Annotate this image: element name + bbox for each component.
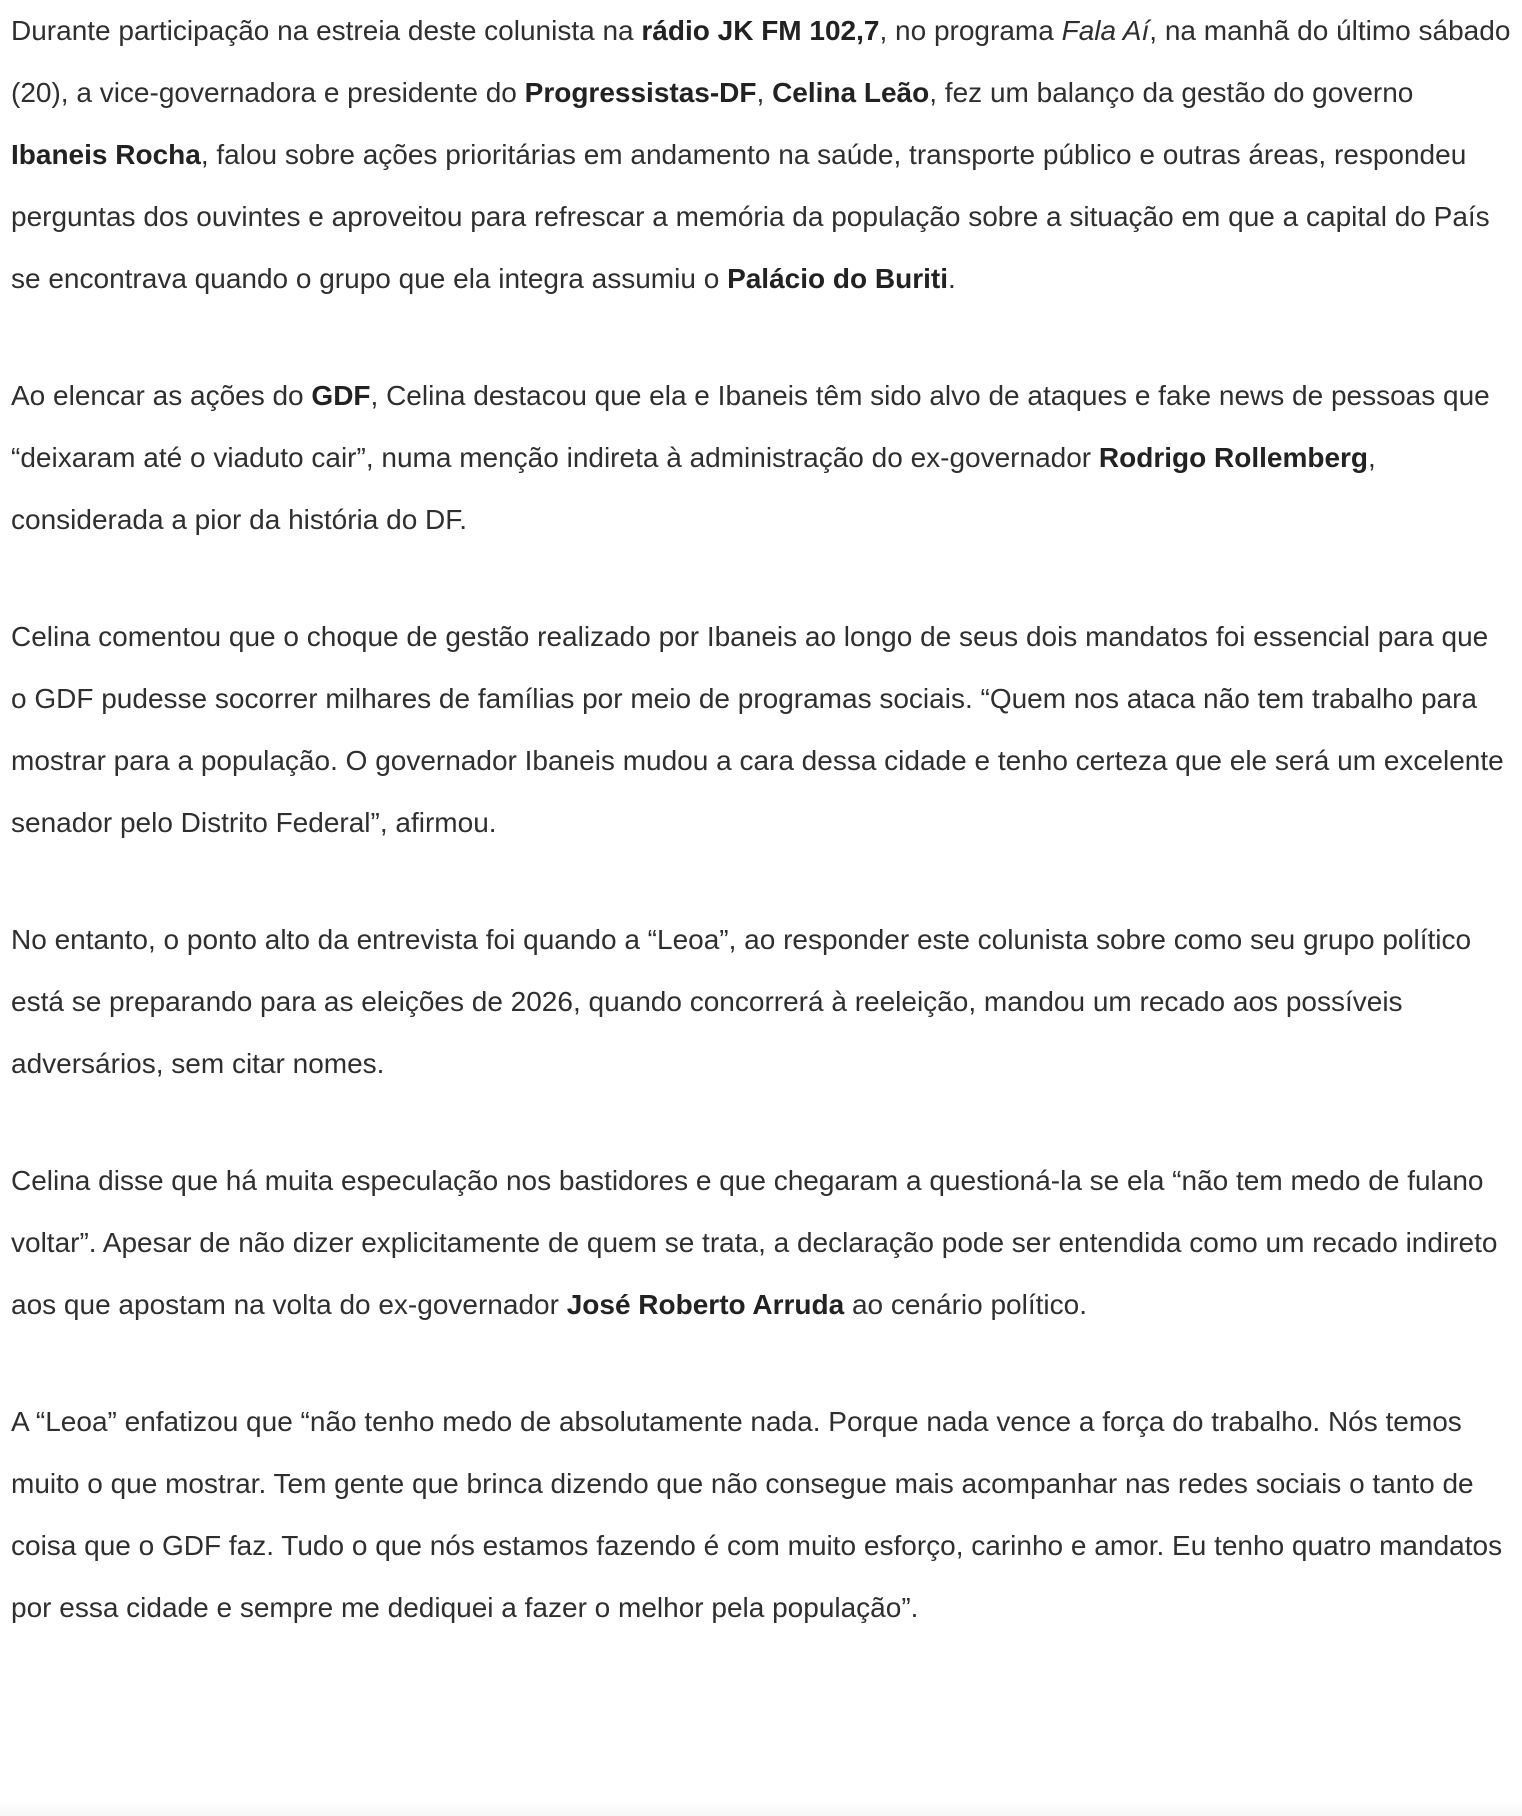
paragraph-5 xyxy=(11,1150,1511,1336)
text-span: , considerada a pior da história do DF. xyxy=(11,442,1376,535)
paragraph-6 xyxy=(11,1391,1511,1639)
text-span: Celina comentou que o choque de gestão realizado por Ibaneis ao longo de seus dois mandatos foi essencial para que o GDF pudesse socorrer milhares de famílias por meio de programas sociais. “Quem nos ataca não tem trabalho para mostrar para a população. O governador Ibaneis mudou a cara dessa cidade e tenho certeza que ele será um excelente senador pelo Distrito Federal”, afirmou. xyxy=(11,621,1504,838)
text-span: Durante participação na estreia deste colunista na xyxy=(11,15,642,46)
paragraph-4 xyxy=(11,909,1511,1095)
bold-org-name: GDF xyxy=(311,380,371,411)
text-span: A “Leoa” enfatizou que “não tenho medo de absolutamente nada. Porque nada vence a força do trabalho. Nós temos muito o que mostrar. Tem gente que brinca dizendo que não consegue mais acompanhar nas redes sociais o tanto de coisa que o GDF faz. Tudo o que nós estamos fazendo é com muito esforço, carinho e amor. Eu tenho quatro mandatos por essa cidade e sempre me dediquei a fazer o melhor pela população”. xyxy=(11,1406,1503,1623)
text-span: . xyxy=(948,263,956,294)
bold-party-name: Progressistas-DF xyxy=(524,77,757,108)
text-span: , falou sobre ações prioritárias em andamento na saúde, transporte público e outras áreas, respondeu perguntas dos ouvintes e aproveitou para refrescar a memória da população sobre a situação em que a capital do País se encontrava quando o grupo que ela integra assumiu o xyxy=(11,139,1490,294)
paragraph-3 xyxy=(11,606,1511,854)
bold-person-name: Rodrigo Rollemberg xyxy=(1098,442,1369,473)
paragraph-1 xyxy=(11,0,1511,310)
text-span: Celina disse que há muita especulação nos bastidores e que chegaram a questioná-la se ela “não tem medo de fulano voltar”. Apesar de não dizer explicitamente de quem se trata, a declaração pode ser entendida como um recado indireto aos que apostam na volta do ex-governador xyxy=(11,1165,1498,1320)
bold-place-name: Palácio do Buriti xyxy=(727,263,948,294)
italic-program-name: Fala Aí xyxy=(1061,15,1150,46)
text-span: , na manhã do último sábado (20), a vice-governadora e presidente do xyxy=(11,15,1511,108)
text-span: , Celina destacou que ela e Ibaneis têm sido alvo de ataques e fake news de pessoas que “deixaram até o viaduto cair”, numa menção indireta à administração do ex-governador xyxy=(11,380,1490,473)
text-span: , no programa xyxy=(879,15,1062,46)
text-span: ao cenário político. xyxy=(844,1289,1087,1320)
text-span: No entanto, o ponto alto da entrevista foi quando a “Leoa”, ao responder este colunista sobre como seu grupo político está se preparando para as eleições de 2026, quando concorrerá à reeleição, mandou um recado aos possíveis adversários, sem citar nomes. xyxy=(11,924,1472,1079)
text-span: Ao elencar as ações do xyxy=(11,380,312,411)
bold-person-name: Celina Leão xyxy=(772,77,930,108)
paragraph-2 xyxy=(11,365,1511,551)
bold-person-name: Ibaneis Rocha xyxy=(11,139,201,170)
text-span: , xyxy=(756,77,773,108)
bottom-fade xyxy=(0,1802,1522,1816)
bold-radio-name: rádio JK FM 102,7 xyxy=(641,15,880,46)
text-span: , fez um balanço da gestão do governo xyxy=(929,77,1414,108)
bold-person-name: José Roberto Arruda xyxy=(566,1289,845,1320)
